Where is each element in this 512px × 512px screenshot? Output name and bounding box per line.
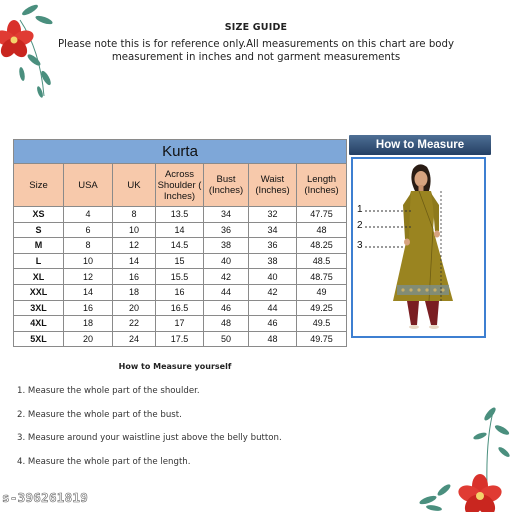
table-cell: 38 bbox=[204, 238, 249, 254]
table-cell: 48.25 bbox=[297, 238, 347, 254]
list-item: 1. Measure the whole part of the shoulder. bbox=[17, 386, 200, 396]
column-header: USA bbox=[64, 164, 113, 207]
table-cell: 49.5 bbox=[297, 316, 347, 332]
table-cell: 48 bbox=[204, 316, 249, 332]
table-cell: 13.5 bbox=[156, 207, 204, 223]
table-row bbox=[14, 222, 347, 238]
list-item: 2. Measure the whole part of the bust. bbox=[17, 409, 182, 420]
table-cell: 49 bbox=[297, 284, 347, 300]
measure-steps-list bbox=[17, 386, 282, 480]
table-cell: 49.25 bbox=[297, 300, 347, 316]
table-cell: 15.5 bbox=[156, 269, 204, 285]
table-cell: 44 bbox=[249, 300, 297, 316]
table-cell: 12 bbox=[113, 238, 156, 254]
table-cell: 18 bbox=[64, 316, 113, 332]
table-cell: 8 bbox=[113, 207, 156, 223]
table-cell: 34 bbox=[249, 222, 297, 238]
list-item: 3. Measure around your waistline just above the belly button. bbox=[17, 433, 282, 444]
measure-marker: 2 bbox=[357, 220, 363, 231]
table-cell: S bbox=[14, 222, 64, 238]
product-id-watermark: s-396261819 bbox=[2, 490, 89, 505]
size-chart-table bbox=[13, 139, 347, 347]
table-cell: 38 bbox=[249, 253, 297, 269]
table-cell: 14.5 bbox=[156, 238, 204, 254]
table-cell: 48 bbox=[249, 331, 297, 347]
table-cell: 15 bbox=[156, 253, 204, 269]
table-cell: XL bbox=[14, 269, 64, 285]
table-cell: XS bbox=[14, 207, 64, 223]
table-cell: M bbox=[14, 238, 64, 254]
table-cell: 48.5 bbox=[297, 253, 347, 269]
table-cell: 36 bbox=[204, 222, 249, 238]
table-body bbox=[14, 207, 347, 347]
table-cell: 42 bbox=[249, 284, 297, 300]
table-cell: 17 bbox=[156, 316, 204, 332]
table-cell: 50 bbox=[204, 331, 249, 347]
table-cell: 34 bbox=[204, 207, 249, 223]
reference-note: Please note this is for reference only.All measurements on this chart are body measurement in inches and not garment measurements bbox=[57, 39, 455, 63]
measure-yourself-title: How to Measure yourself bbox=[118, 362, 232, 371]
table-cell: 42 bbox=[204, 269, 249, 285]
table-cell: 16.5 bbox=[156, 300, 204, 316]
table-cell: 36 bbox=[249, 238, 297, 254]
table-caption: Kurta bbox=[14, 140, 347, 164]
column-header: Bust (Inches) bbox=[204, 164, 249, 207]
column-header: Size bbox=[14, 164, 64, 207]
table-cell: 5XL bbox=[14, 331, 64, 347]
table-cell: 4XL bbox=[14, 316, 64, 332]
table-cell: 10 bbox=[113, 222, 156, 238]
table-cell: 16 bbox=[64, 300, 113, 316]
table-cell: 16 bbox=[156, 284, 204, 300]
table-header-row bbox=[14, 164, 347, 207]
table-cell: 22 bbox=[113, 316, 156, 332]
table-cell: 20 bbox=[64, 331, 113, 347]
table-cell: 4 bbox=[64, 207, 113, 223]
table-cell: 14 bbox=[113, 253, 156, 269]
column-header: Length (Inches) bbox=[297, 164, 347, 207]
table-cell: 10 bbox=[64, 253, 113, 269]
table-cell: XXL bbox=[14, 284, 64, 300]
table-row bbox=[14, 300, 347, 316]
how-to-measure-panel bbox=[351, 157, 486, 338]
table-cell: 44 bbox=[204, 284, 249, 300]
table-cell: 8 bbox=[64, 238, 113, 254]
table-cell: 47.75 bbox=[297, 207, 347, 223]
table-cell: 40 bbox=[249, 269, 297, 285]
column-header: Waist (Inches) bbox=[249, 164, 297, 207]
table-cell: 17.5 bbox=[156, 331, 204, 347]
list-item: 4. Measure the whole part of the length. bbox=[17, 456, 191, 467]
table-cell: 32 bbox=[249, 207, 297, 223]
measure-marker: 1 bbox=[357, 204, 363, 215]
table-row bbox=[14, 207, 347, 223]
table-cell: 20 bbox=[113, 300, 156, 316]
measure-marker: 3 bbox=[357, 240, 363, 251]
table-row bbox=[14, 284, 347, 300]
table-cell: L bbox=[14, 253, 64, 269]
table-cell: 6 bbox=[64, 222, 113, 238]
table-cell: 18 bbox=[113, 284, 156, 300]
table-cell: 46 bbox=[204, 300, 249, 316]
table-row bbox=[14, 269, 347, 285]
how-to-measure-banner: How to Measure bbox=[349, 135, 491, 155]
column-header: Across Shoulder ( Inches) bbox=[156, 164, 204, 207]
table-cell: 48 bbox=[297, 222, 347, 238]
table-cell: 24 bbox=[113, 331, 156, 347]
table-row bbox=[14, 331, 347, 347]
model-figure-icon bbox=[353, 159, 484, 336]
table-cell: 14 bbox=[64, 284, 113, 300]
table-cell: 16 bbox=[113, 269, 156, 285]
table-cell: 14 bbox=[156, 222, 204, 238]
column-header: UK bbox=[113, 164, 156, 207]
table-cell: 40 bbox=[204, 253, 249, 269]
table-cell: 46 bbox=[249, 316, 297, 332]
table-row bbox=[14, 316, 347, 332]
table-row bbox=[14, 253, 347, 269]
table-cell: 49.75 bbox=[297, 331, 347, 347]
size-guide-title: SIZE GUIDE bbox=[224, 22, 288, 33]
table-cell: 12 bbox=[64, 269, 113, 285]
table-cell: 3XL bbox=[14, 300, 64, 316]
table-cell: 48.75 bbox=[297, 269, 347, 285]
floral-decoration-bottom-right-icon bbox=[414, 404, 512, 512]
table-row bbox=[14, 238, 347, 254]
